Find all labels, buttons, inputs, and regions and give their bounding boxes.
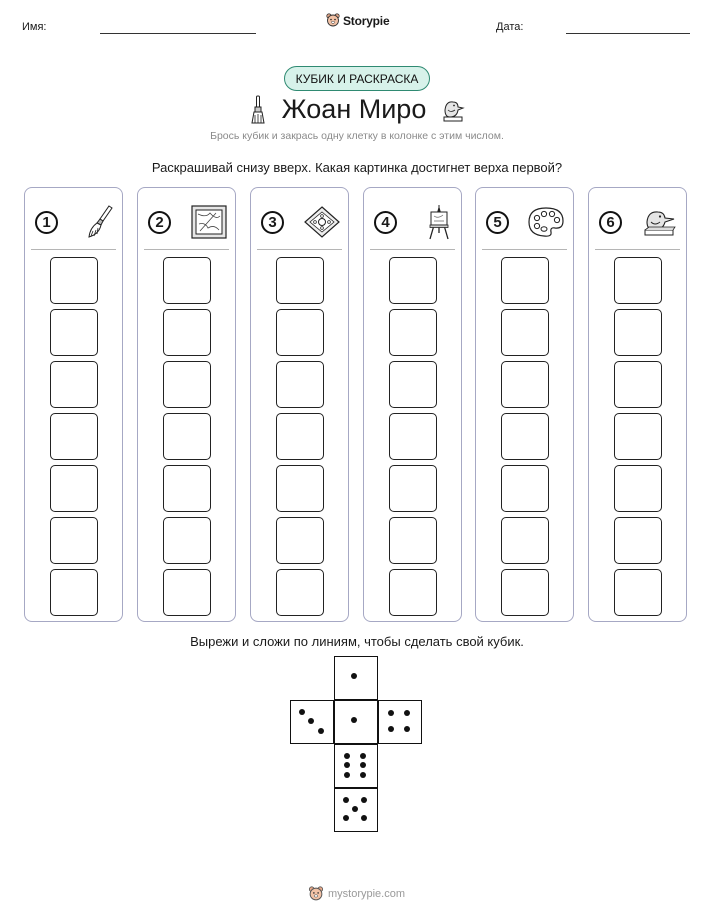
coloring-cell[interactable] [389, 569, 437, 616]
coloring-cell[interactable] [276, 257, 324, 304]
coloring-cell[interactable] [614, 465, 662, 512]
subtitle: Брось кубик и закрась одну клетку в колонке с этим числом. [210, 130, 504, 142]
framed-painting-icon [190, 204, 228, 240]
column-divider [595, 249, 680, 250]
coloring-cell[interactable] [50, 413, 98, 460]
cut-instruction: Вырежи и сложи по линиям, чтобы сделать свой кубик. [190, 634, 524, 649]
bear-logo-icon [326, 13, 340, 28]
activity-badge: КУБИК И РАСКРАСКА [284, 66, 430, 91]
column-number: 5 [486, 211, 509, 234]
die-face-1 [334, 700, 378, 744]
page-title: Жоан Миро [281, 94, 427, 124]
coloring-cell[interactable] [276, 361, 324, 408]
column-divider [31, 249, 116, 250]
coloring-cell[interactable] [163, 465, 211, 512]
coloring-cell[interactable] [501, 517, 549, 564]
coloring-cell[interactable] [614, 361, 662, 408]
date-line [566, 33, 690, 34]
coloring-cell[interactable] [163, 569, 211, 616]
coloring-cell[interactable] [163, 361, 211, 408]
die-face-6 [334, 744, 378, 788]
bird-sculpture-icon [440, 96, 466, 124]
coloring-cell[interactable] [389, 309, 437, 356]
die-pip [388, 726, 394, 732]
coloring-cell[interactable] [50, 517, 98, 564]
coloring-cell[interactable] [389, 517, 437, 564]
column-number: 3 [261, 211, 284, 234]
column-divider [257, 249, 342, 250]
palette-icon [526, 205, 566, 239]
coloring-cell[interactable] [614, 517, 662, 564]
die-pip [308, 718, 314, 724]
die-pip [299, 709, 305, 715]
mosaic-tile-icon [303, 205, 341, 239]
coloring-cell[interactable] [276, 309, 324, 356]
coloring-cell[interactable] [389, 465, 437, 512]
die-pip [404, 726, 410, 732]
footer [308, 886, 405, 902]
die-pip [351, 717, 357, 723]
easel-icon [424, 203, 454, 241]
column-number: 4 [374, 211, 397, 234]
die-face-3 [290, 700, 334, 744]
column-2 [137, 187, 236, 622]
coloring-cell[interactable] [50, 309, 98, 356]
column-divider [482, 249, 567, 250]
die-pip [344, 762, 350, 768]
column-number: 1 [35, 211, 58, 234]
coloring-cell[interactable] [50, 465, 98, 512]
date-label: Дата: [496, 21, 524, 33]
die-face-1 [334, 656, 378, 700]
column-divider [144, 249, 229, 250]
column-number: 2 [148, 211, 171, 234]
die-face-5 [334, 788, 378, 832]
coloring-cell[interactable] [389, 361, 437, 408]
column-1 [24, 187, 123, 622]
die-face-4 [378, 700, 422, 744]
coloring-cell[interactable] [501, 257, 549, 304]
coloring-cell[interactable] [501, 361, 549, 408]
footer-url: mystorypie.com [328, 888, 406, 900]
coloring-cell[interactable] [163, 309, 211, 356]
coloring-cell[interactable] [163, 517, 211, 564]
die-pip [343, 797, 349, 803]
die-pip [361, 815, 367, 821]
coloring-cell[interactable] [501, 465, 549, 512]
column-5 [475, 187, 574, 622]
coloring-cell[interactable] [501, 413, 549, 460]
die-pip [360, 753, 366, 759]
die-pip [352, 806, 358, 812]
coloring-cell[interactable] [614, 257, 662, 304]
die-pip [344, 753, 350, 759]
column-4 [363, 187, 462, 622]
column-number: 6 [599, 211, 622, 234]
name-line [100, 33, 256, 34]
coloring-cell[interactable] [389, 413, 437, 460]
coloring-cell[interactable] [276, 517, 324, 564]
paintbrush-icon [248, 95, 268, 125]
coloring-cell[interactable] [50, 361, 98, 408]
column-divider [370, 249, 455, 250]
coloring-cell[interactable] [163, 413, 211, 460]
die-pip [361, 797, 367, 803]
die-pip [360, 772, 366, 778]
die-pip [344, 772, 350, 778]
coloring-cell[interactable] [276, 465, 324, 512]
paintbrush-icon [85, 204, 115, 240]
coloring-cell[interactable] [614, 569, 662, 616]
die-pip [351, 673, 357, 679]
coloring-cell[interactable] [163, 257, 211, 304]
column-6 [588, 187, 687, 622]
bear-logo-icon [308, 886, 324, 902]
coloring-cell[interactable] [501, 569, 549, 616]
bird-sculpture-icon [641, 204, 679, 240]
die-pip [343, 815, 349, 821]
instruction: Раскрашивай снизу вверх. Какая картинка достигнет верха первой? [151, 160, 563, 175]
coloring-cell[interactable] [50, 257, 98, 304]
name-label: Имя: [22, 21, 47, 33]
coloring-cell[interactable] [276, 569, 324, 616]
coloring-cell[interactable] [614, 413, 662, 460]
die-pip [388, 710, 394, 716]
brand-logo [326, 13, 389, 28]
column-3 [250, 187, 349, 622]
title-row [0, 94, 714, 125]
die-pip [318, 728, 324, 734]
die-pip [360, 762, 366, 768]
brand-name: Storypie [343, 13, 390, 28]
die-pip [404, 710, 410, 716]
coloring-cell[interactable] [389, 257, 437, 304]
coloring-cell[interactable] [501, 309, 549, 356]
coloring-cell[interactable] [50, 569, 98, 616]
coloring-cell[interactable] [276, 413, 324, 460]
coloring-cell[interactable] [614, 309, 662, 356]
